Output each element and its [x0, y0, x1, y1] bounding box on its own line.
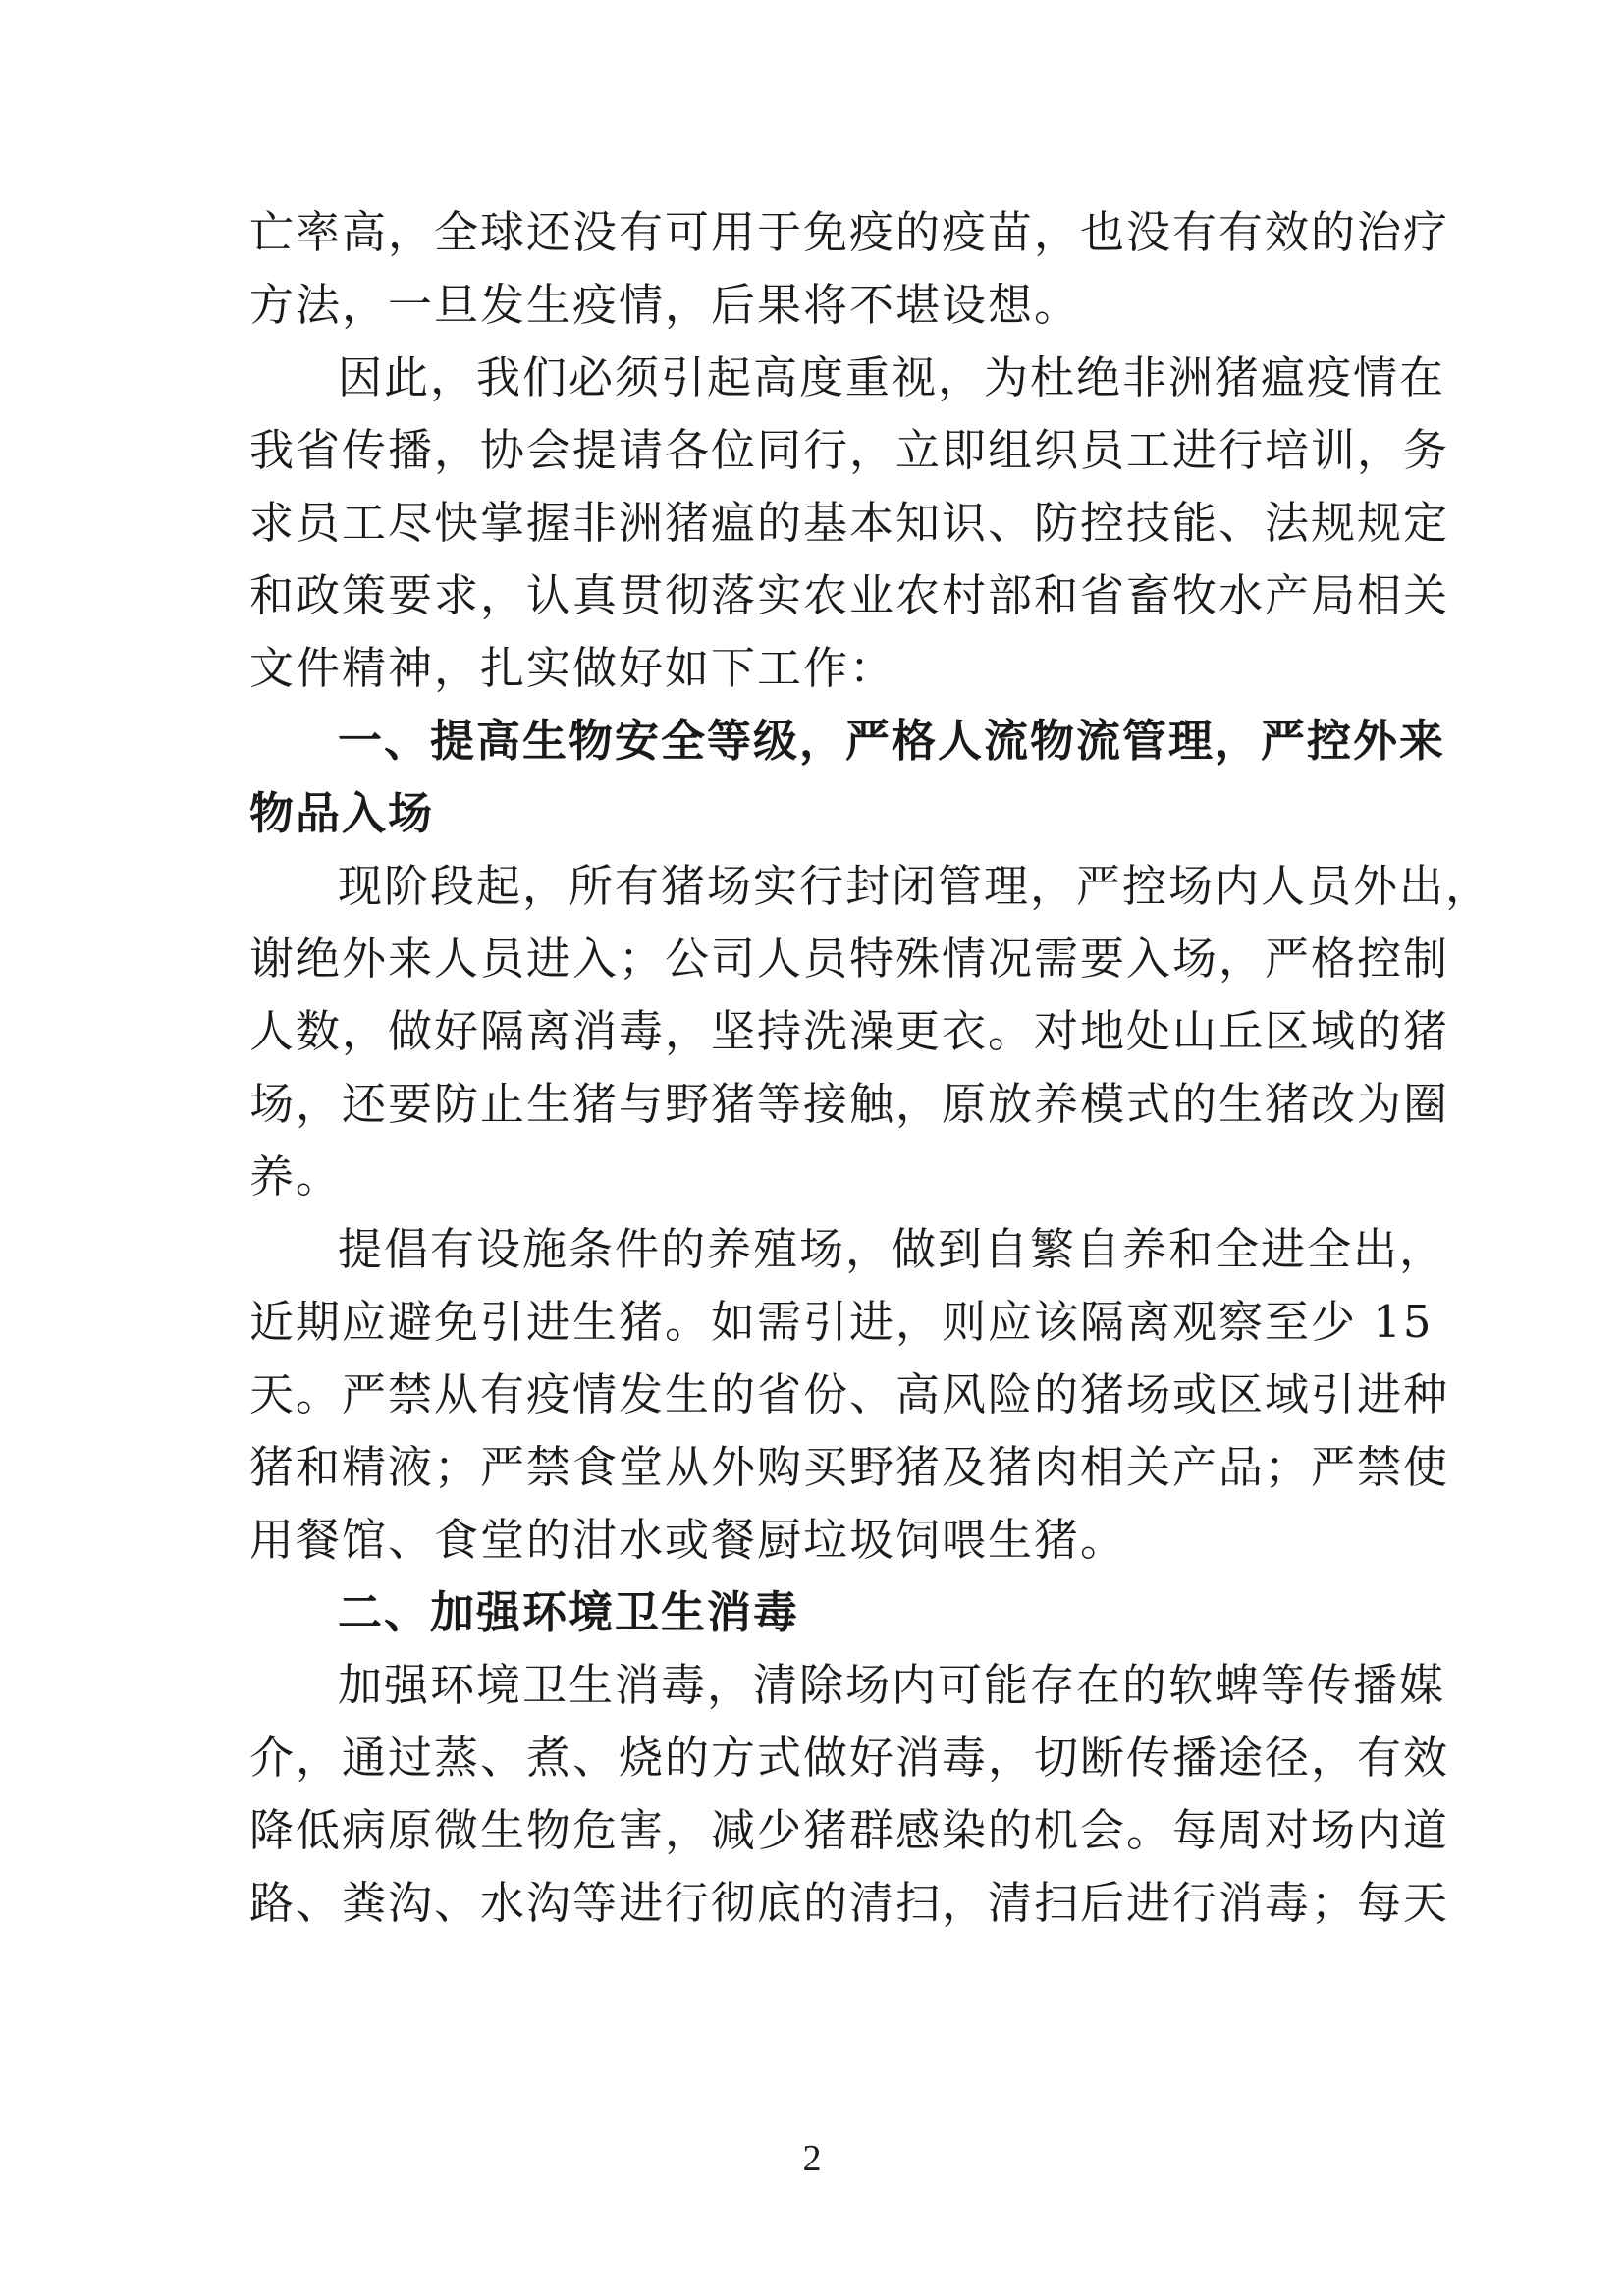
paragraph-start-line: 加强环境卫生消毒，清除场内可能存在的软蜱等传播媒 — [338, 1659, 1446, 1711]
section-heading-1: 一、提高生物安全等级，严格人流物流管理，严控外来 — [338, 715, 1446, 767]
body-text — [249, 196, 1492, 1940]
page-number: 2 — [802, 2138, 822, 2179]
body-line: 降低病原微生物危害，减少猪群感染的机会。每周对场内道 — [249, 1804, 1450, 1856]
body-line: 天。严禁从有疫情发生的省份、高风险的猪场或区域引进种 — [249, 1368, 1450, 1420]
body-line: 我省传播，协会提请各位同行，立即组织员工进行培训，务 — [249, 424, 1450, 476]
paragraph-start-line: 现阶段起，所有猪场实行封闭管理，严控场内人员外出， — [338, 860, 1492, 912]
body-line: 方法，一旦发生疫情，后果将不堪设想。 — [249, 279, 1081, 331]
body-line: 场，还要防止生猪与野猪等接触，原放养模式的生猪改为圈 — [249, 1078, 1450, 1130]
body-line: 谢绝外来人员进入；公司人员特殊情况需要入场，严格控制 — [249, 933, 1450, 985]
body-line: 和政策要求，认真贯彻落实农业农村部和省畜牧水产局相关 — [249, 569, 1450, 621]
section-heading-1-continued: 物品入场 — [249, 787, 435, 839]
body-line: 介，通过蒸、煮、烧的方式做好消毒，切断传播途径，有效 — [249, 1732, 1450, 1784]
body-line: 文件精神，扎实做好如下工作： — [249, 642, 896, 694]
body-line: 养。 — [249, 1150, 343, 1202]
paragraph-start-line: 提倡有设施条件的养殖场，做到自繁自养和全进全出， — [338, 1223, 1446, 1275]
body-line: 亡率高，全球还没有可用于免疫的疫苗，也没有有效的治疗 — [249, 206, 1450, 258]
body-line: 近期应避免引进生猪。如需引进，则应该隔离观察至少 15 — [249, 1296, 1434, 1348]
body-line: 用餐馆、食堂的泔水或餐厨垃圾饲喂生猪。 — [249, 1514, 1127, 1566]
body-line: 猪和精液；严禁食堂从外购买野猪及猪肉相关产品；严禁使 — [249, 1441, 1450, 1493]
body-line: 求员工尽快掌握非洲猪瘟的基本知识、防控技能、法规规定 — [249, 497, 1450, 549]
body-line: 人数，做好隔离消毒，坚持洗澡更衣。对地处山丘区域的猪 — [249, 1005, 1450, 1057]
paragraph-start-line: 因此，我们必须引起高度重视，为杜绝非洲猪瘟疫情在 — [338, 351, 1446, 403]
body-line: 路、粪沟、水沟等进行彻底的清扫，清扫后进行消毒；每天 — [249, 1877, 1450, 1929]
section-heading-2: 二、加强环境卫生消毒 — [338, 1586, 800, 1638]
